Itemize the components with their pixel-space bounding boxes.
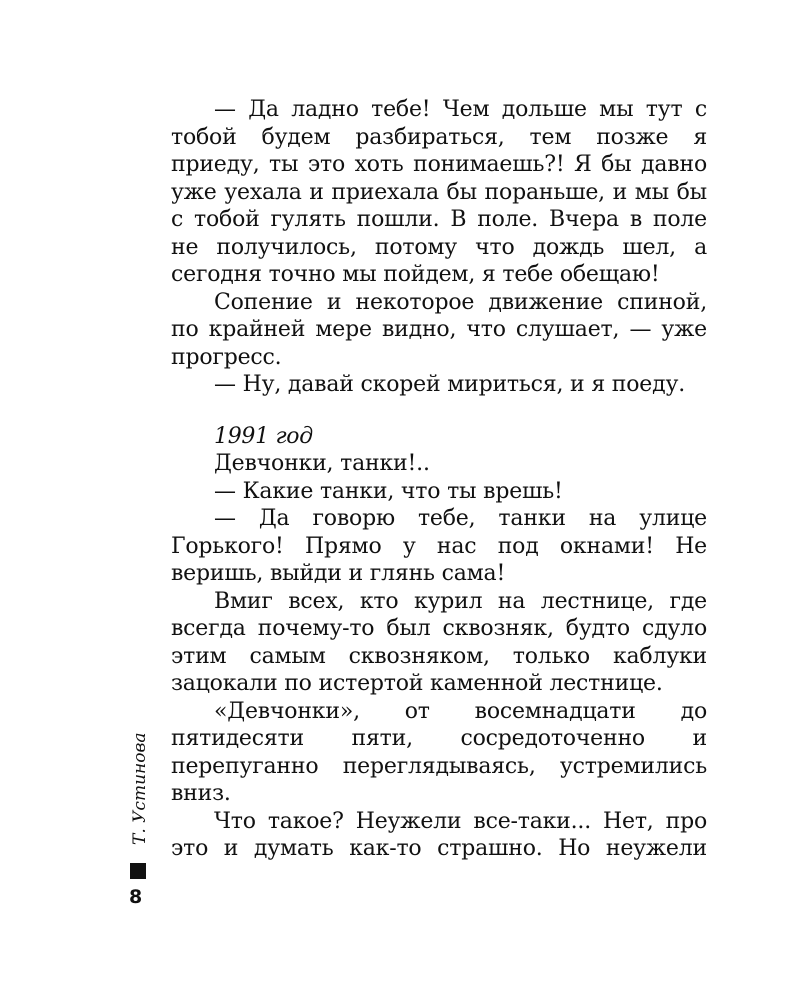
section-break: [171, 399, 707, 423]
paragraph-narration-3: «Девчонки», от восемнадцати до пятидесяти пяти, сосредоточенно и перепуганно переглядываясь, устремились вниз.: [171, 698, 707, 806]
paragraph-dialogue-1: — Да ладно тебе! Чем дольше мы тут с тобой будем разбираться, тем позже я приеду, ты это хоть понимаешь?! Я бы давно уже уехала и приехала бы пораньше, и мы бы с тобой гулять пошли. В поле. Вчера в поле не получилось, потому что дождь шел, а сегодня точно мы пойдем, я тебе обещаю!: [171, 97, 707, 287]
paragraph-narration-4: Что такое? Неужели все-таки... Нет, про это и думать как-то страшно. Но неужели: [171, 808, 707, 861]
paragraph-dialogue-4: — Да говорю тебе, танки на улице Горького! Прямо у нас под окнами! Не веришь, выйди и глянь сама!: [171, 506, 707, 586]
page-number: 8: [129, 886, 143, 908]
paragraph-exclamation: Девчонки, танки!..: [214, 451, 430, 476]
book-page-text: [171, 96, 707, 863]
section-heading-year: 1991 год: [214, 423, 313, 449]
running-head-author: [128, 732, 150, 845]
folio-square-marker: [130, 863, 146, 879]
running-head-author-text: Т. Устинова: [130, 732, 150, 845]
paragraph-dialogue-3: — Какие танки, что ты врешь!: [214, 478, 563, 504]
paragraph-narration-1: Сопение и некоторое движение спиной, по крайней мере видно, что слушает, — уже прогресс.: [171, 289, 707, 370]
paragraph-narration-2: Вмиг всех, кто курил на лестнице, где всегда почему-то был сквозняк, будто сдуло этим самым сквозняком, только каблуки зацокали по истертой каменной лестнице.: [171, 588, 707, 696]
paragraph-dialogue-2: — Ну, давай скорей мириться, и я поеду.: [214, 372, 686, 397]
